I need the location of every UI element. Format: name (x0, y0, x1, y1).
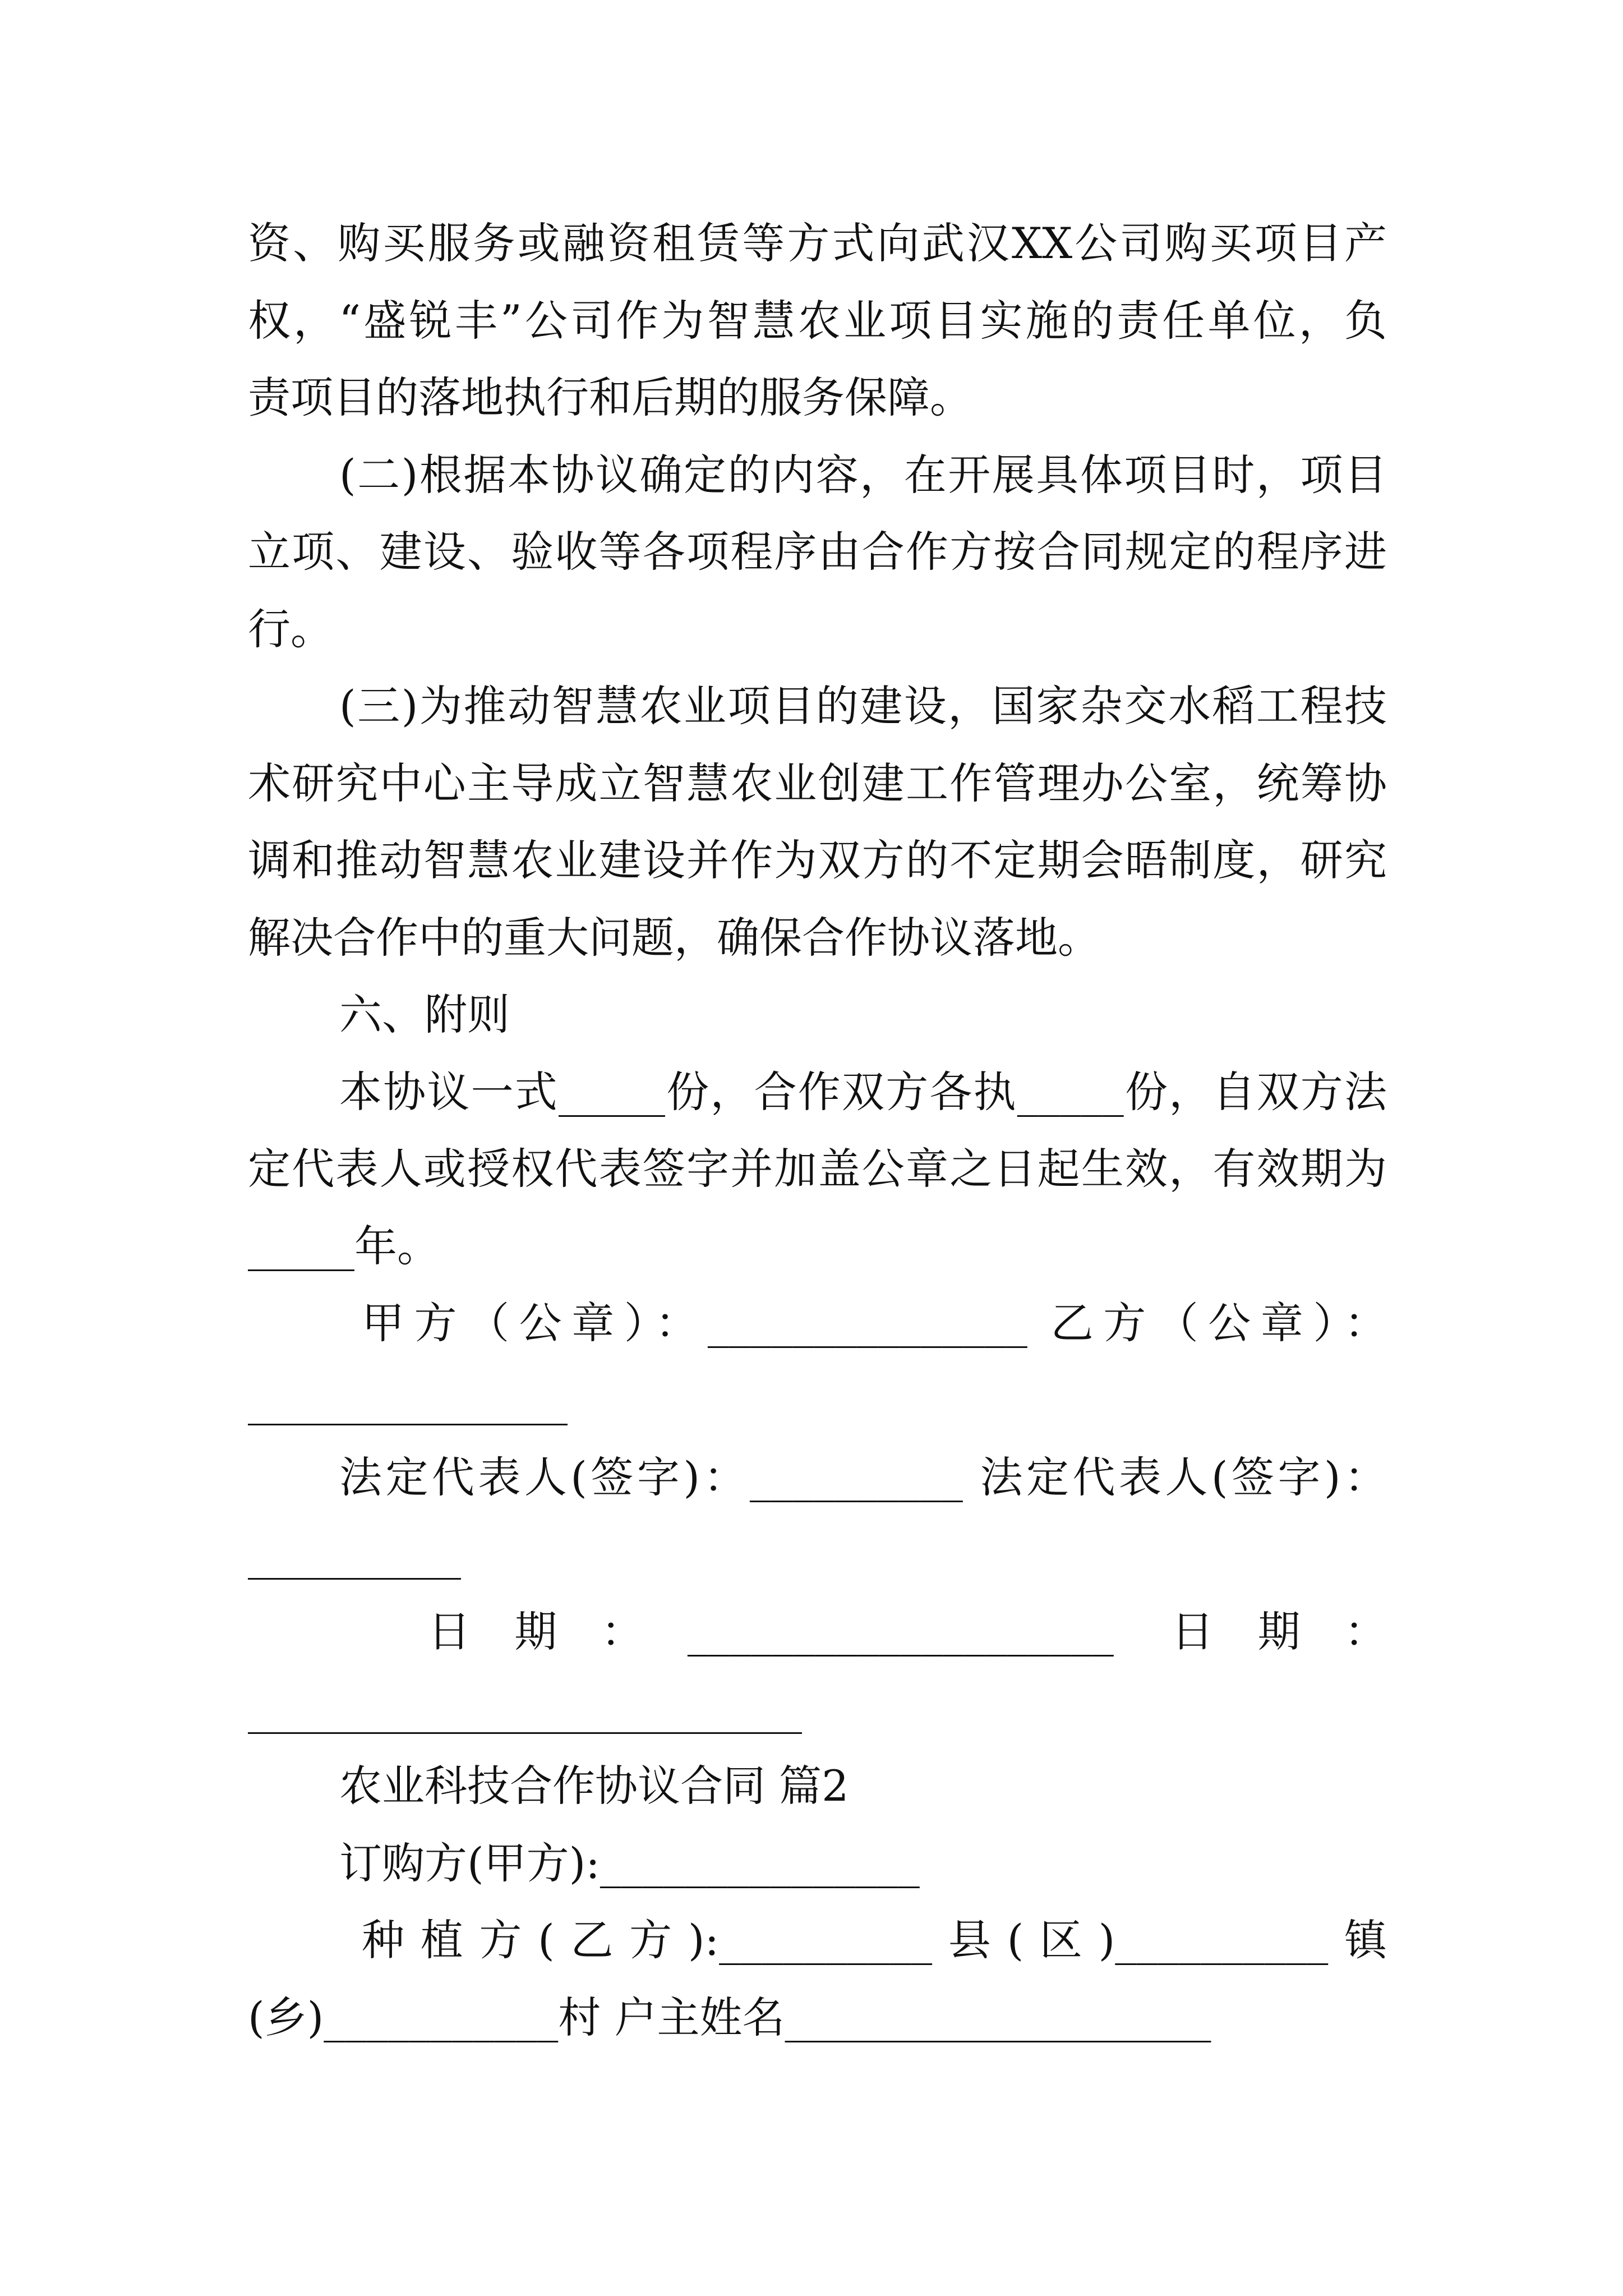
clause-3-line: 解决合作中的重大问题，确保合作协议落地。 (248, 912, 1100, 963)
clause-3-line: 术研究中心主导成立智慧农业创建工作管理办公室，统筹协 (248, 758, 1387, 808)
clause-continued-line: 责项目的落地执行和后期的服务保障。 (248, 372, 972, 422)
party-seal-blank: _______________ (248, 1375, 568, 1425)
section-heading-appendix: 六、附则 (339, 990, 510, 1039)
clause-3-line: (三)为推动智慧农业项目的建设，国家杂交水稻工程技 (339, 681, 1387, 731)
contract-title-part-2: 农业科技合作协议合同 篇2 (339, 1761, 849, 1811)
signature-dates-line: 日期：____________________ 日期： (428, 1607, 1387, 1657)
grower-party-field: 种植方(乙方):__________县(区)__________镇 (362, 1915, 1387, 1965)
validity-clause-line: 定代表人或授权代表签字并加盖公章之日起生效，有效期为 (248, 1144, 1387, 1194)
legal-representative-blank: __________ (248, 1529, 461, 1580)
grower-address-field: (乡)___________村 户主姓名____________________ (248, 1992, 1211, 2042)
clause-2-line: 行。 (248, 604, 333, 654)
document-body (248, 205, 1387, 2056)
clause-2-line: (二)根据本协议确定的内容，在开展具体项目时，项目 (339, 449, 1387, 500)
clause-continued-line: 权，“盛锐丰”公司作为智慧农业项目实施的责任单位，负 (248, 295, 1387, 346)
legal-representatives-line: 法定代表人(签字)：__________ 法定代表人(签字)： (339, 1452, 1387, 1502)
buyer-party-field: 订购方(甲方):_______________ (339, 1838, 920, 1888)
party-seals-line: 甲方（公章）：_______________ 乙方（公章）： (362, 1298, 1387, 1348)
clause-continued-line: 资、购买服务或融资租赁等方式向武汉XX公司购买项目产 (248, 218, 1387, 268)
clause-3-line: 调和推动智慧农业建设并作为双方的不定期会晤制度，研究 (248, 835, 1387, 885)
signature-date-blank: __________________________ (248, 1683, 802, 1734)
validity-clause-line: _____年。 (248, 1221, 440, 1271)
validity-clause-line: 本协议一式_____份，合作双方各执_____份，自双方法 (339, 1066, 1387, 1117)
clause-2-line: 立项、建设、验收等各项程序由合作方按合同规定的程序进 (248, 527, 1387, 577)
